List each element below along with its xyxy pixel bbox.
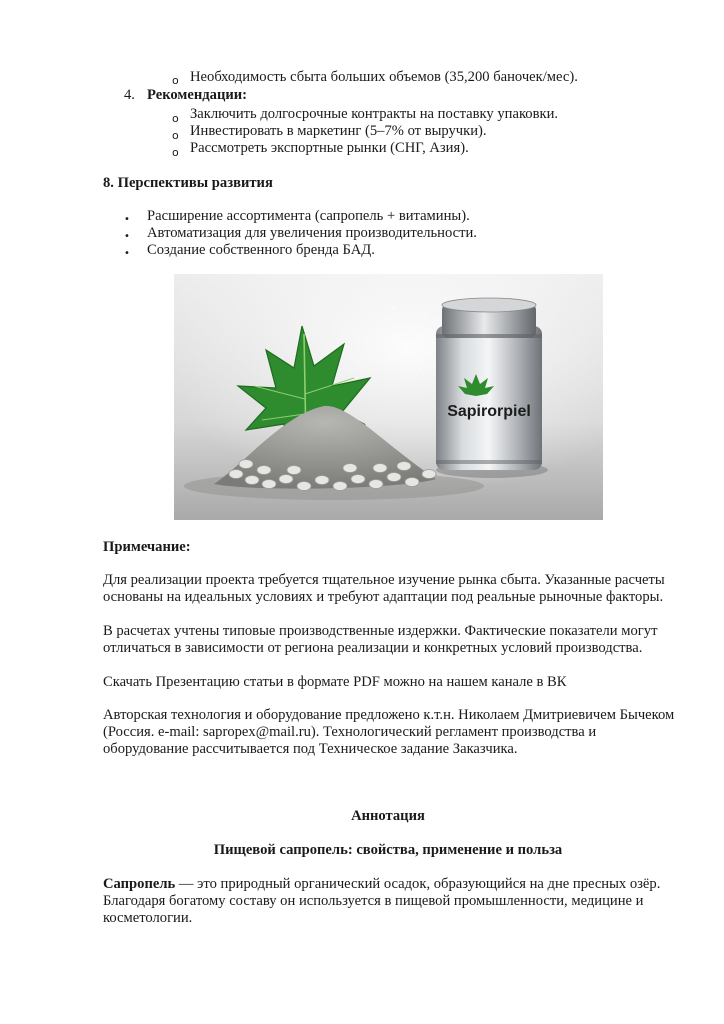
download-link-text: Скачать Презентацию статьи в формате PDF можно на нашем канале в ВК [103, 674, 567, 690]
bullet-item: Автоматизация для увеличения производительности. [147, 225, 477, 241]
sub-list-item: Инвестировать в маркетинг (5–7% от выручки). [190, 123, 487, 139]
sub-list-item: Необходимость сбыта больших объемов (35,200 баночек/мес). [190, 69, 578, 85]
annotation-subtitle: Пищевой сапропель: свойства, применение и польза [213, 842, 563, 858]
bullet-marker: • [124, 214, 130, 225]
bullet-marker: • [124, 248, 130, 259]
bullet-item: Создание собственного бренда БАД. [147, 242, 375, 258]
note-heading: Примечание: [103, 539, 191, 555]
annotation-heading: Аннотация [351, 808, 425, 824]
bullet-item: Расширение ассортимента (сапропель + витамины). [147, 208, 470, 224]
product-label: Sapirorpiel [447, 403, 531, 420]
definition: — это природный органический осадок, образующийся на дне пресных озёр. Благодаря богатому составу он используется в пищевой промышленности, медицине и косметологии. [103, 876, 661, 926]
sub-bullet-marker: o [172, 146, 179, 159]
sub-bullet-marker: o [172, 74, 179, 87]
sub-bullet-marker: o [172, 129, 179, 142]
author-paragraph: Авторская технология и оборудование предложено к.т.н. Николаем Дмитриевичем Бычеком (Россия. e-mail: sapropeх@mail.ru). Технологический регламент производства и оборудование рассчитывается под Техническое задание Заказчика. [103, 707, 675, 757]
sub-bullet-marker: o [172, 112, 179, 125]
sub-list-item: Рассмотреть экспортные рынки (СНГ, Азия). [190, 140, 469, 156]
note-paragraph: В расчетах учтены типовые производственные издержки. Фактические показатели могут отличаться в зависимости от региона реализации и конкретных условий производства. [103, 623, 658, 656]
sub-list-item: Заключить долгосрочные контракты на поставку упаковки. [190, 106, 559, 122]
annotation-paragraph [103, 876, 678, 927]
list-number: 4. [124, 87, 135, 103]
recommendations-title: Рекомендации: [147, 87, 248, 103]
note-paragraph: Для реализации проекта требуется тщательное изучение рынка сбыта. Указанные расчеты основаны на идеальных условиях и требуют адаптации под реальные рыночные факторы. [103, 572, 665, 605]
product-illustration [174, 274, 603, 520]
section-heading: 8. Перспективы развития [103, 175, 273, 191]
bullet-marker: • [124, 231, 130, 242]
term: Сапропель [103, 876, 176, 892]
